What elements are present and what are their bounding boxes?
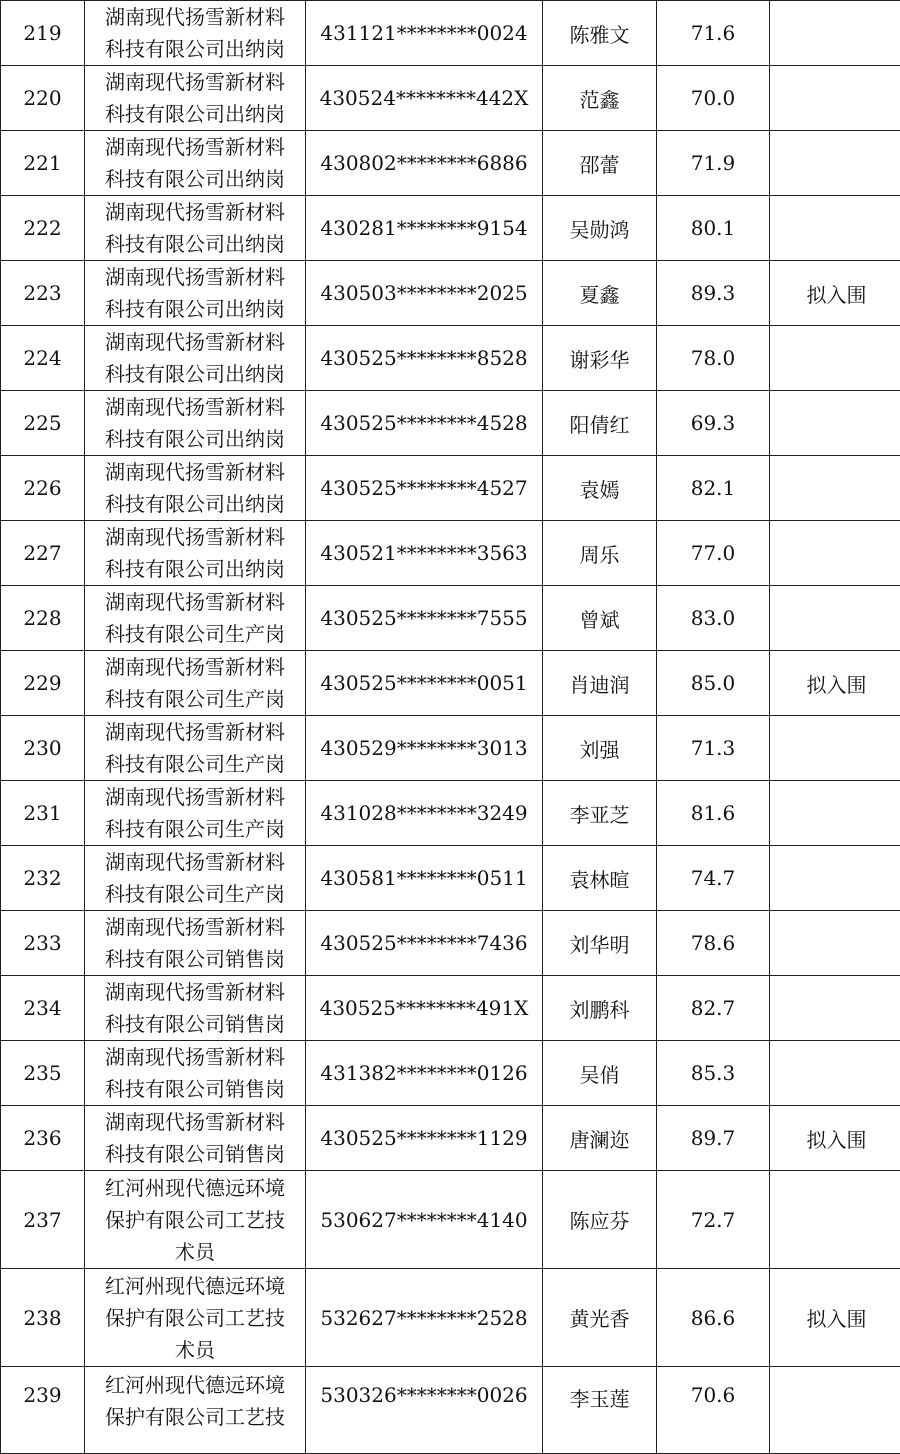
- table-row: [1, 391, 900, 456]
- remark-cell: [770, 326, 900, 391]
- score-cell: 83.0: [657, 586, 770, 651]
- name-cell: 刘鹏科: [543, 976, 657, 1041]
- remark-cell: 拟入围: [770, 1269, 900, 1367]
- id-number-cell: 430529********3013: [306, 716, 543, 781]
- score-cell: 89.7: [657, 1106, 770, 1171]
- row-number-cell: 235: [1, 1041, 85, 1106]
- remark-cell: 拟入围: [770, 1106, 900, 1171]
- remark-cell: [770, 1171, 900, 1269]
- position-line: 科技有限公司出纳岗: [85, 423, 305, 455]
- position-line: 湖南现代扬雪新材料: [85, 846, 305, 878]
- remark-cell: [770, 846, 900, 911]
- position-line: 科技有限公司出纳岗: [85, 98, 305, 130]
- position-cell: [85, 846, 306, 911]
- position-line: 术员: [85, 1334, 305, 1366]
- table-row: [1, 976, 900, 1041]
- position-cell: [85, 456, 306, 521]
- position-line: 科技有限公司生产岗: [85, 748, 305, 780]
- id-number-cell: 430525********7436: [306, 911, 543, 976]
- name-cell: 陈雅文: [543, 1, 657, 66]
- row-number-cell: 221: [1, 131, 85, 196]
- id-number-cell: 430525********4527: [306, 456, 543, 521]
- score-cell: 77.0: [657, 521, 770, 586]
- score-cell: 71.9: [657, 131, 770, 196]
- position-line: 保护有限公司工艺技: [85, 1302, 305, 1334]
- id-number-cell: 430281********9154: [306, 196, 543, 261]
- name-cell: 刘强: [543, 716, 657, 781]
- name-cell: 谢彩华: [543, 326, 657, 391]
- id-number-cell: 530326********0026: [306, 1367, 543, 1454]
- position-line: 湖南现代扬雪新材料: [85, 1106, 305, 1138]
- remark-cell: [770, 911, 900, 976]
- table-row: [1, 1269, 900, 1367]
- table-row: [1, 1106, 900, 1171]
- position-line: 湖南现代扬雪新材料: [85, 131, 305, 163]
- score-cell: 71.3: [657, 716, 770, 781]
- id-number-cell: 430503********2025: [306, 261, 543, 326]
- score-cell: 74.7: [657, 846, 770, 911]
- score-cell: 81.6: [657, 781, 770, 846]
- name-cell: 袁嫣: [543, 456, 657, 521]
- position-line: 湖南现代扬雪新材料: [85, 976, 305, 1008]
- row-number-cell: 233: [1, 911, 85, 976]
- row-number-cell: 238: [1, 1269, 85, 1367]
- table-row: [1, 326, 900, 391]
- position-line: 湖南现代扬雪新材料: [85, 521, 305, 553]
- name-cell: 周乐: [543, 521, 657, 586]
- position-line: 科技有限公司出纳岗: [85, 488, 305, 520]
- table-row: [1, 66, 900, 131]
- position-cell: [85, 1367, 306, 1454]
- position-line: 科技有限公司生产岗: [85, 813, 305, 845]
- position-cell: [85, 911, 306, 976]
- position-cell: [85, 196, 306, 261]
- remark-cell: [770, 1, 900, 66]
- remark-cell: 拟入围: [770, 261, 900, 326]
- remark-cell: [770, 131, 900, 196]
- position-line: 红河州现代德远环境: [85, 1172, 305, 1204]
- row-number-cell: 239: [1, 1367, 85, 1454]
- remark-cell: [770, 586, 900, 651]
- row-number-cell: 232: [1, 846, 85, 911]
- position-line: 湖南现代扬雪新材料: [85, 66, 305, 98]
- position-line: 湖南现代扬雪新材料: [85, 586, 305, 618]
- score-cell: 86.6: [657, 1269, 770, 1367]
- score-cell: 71.6: [657, 1, 770, 66]
- position-cell: [85, 1171, 306, 1269]
- position-cell: [85, 781, 306, 846]
- score-cell: 85.3: [657, 1041, 770, 1106]
- position-line: 湖南现代扬雪新材料: [85, 456, 305, 488]
- position-line: 湖南现代扬雪新材料: [85, 1041, 305, 1073]
- id-number-cell: 430802********6886: [306, 131, 543, 196]
- table-row: [1, 846, 900, 911]
- name-cell: 曾斌: [543, 586, 657, 651]
- name-cell: 陈应芬: [543, 1171, 657, 1269]
- row-number-cell: 229: [1, 651, 85, 716]
- position-line: 科技有限公司出纳岗: [85, 33, 305, 65]
- score-cell: 69.3: [657, 391, 770, 456]
- score-cell: 85.0: [657, 651, 770, 716]
- id-number-cell: 430525********4528: [306, 391, 543, 456]
- id-number-cell: 430525********1129: [306, 1106, 543, 1171]
- score-cell: 72.7: [657, 1171, 770, 1269]
- position-cell: [85, 586, 306, 651]
- table-row: [1, 781, 900, 846]
- row-number-cell: 224: [1, 326, 85, 391]
- table-row: [1, 131, 900, 196]
- position-line: 科技有限公司出纳岗: [85, 228, 305, 260]
- position-line: 红河州现代德远环境: [85, 1270, 305, 1302]
- position-cell: [85, 976, 306, 1041]
- remark-cell: [770, 521, 900, 586]
- table-row: [1, 1041, 900, 1106]
- remark-cell: [770, 196, 900, 261]
- name-cell: 吴勋鸿: [543, 196, 657, 261]
- row-number-cell: 227: [1, 521, 85, 586]
- position-line: 湖南现代扬雪新材料: [85, 391, 305, 423]
- position-cell: [85, 1269, 306, 1367]
- position-cell: [85, 66, 306, 131]
- table-row: [1, 651, 900, 716]
- position-cell: [85, 261, 306, 326]
- name-cell: 黄光香: [543, 1269, 657, 1367]
- name-cell: 邵蕾: [543, 131, 657, 196]
- id-number-cell: 431121********0024: [306, 1, 543, 66]
- name-cell: 唐澜迩: [543, 1106, 657, 1171]
- table-row: [1, 261, 900, 326]
- remark-cell: [770, 1041, 900, 1106]
- table-row: [1, 586, 900, 651]
- row-number-cell: 220: [1, 66, 85, 131]
- row-number-cell: 231: [1, 781, 85, 846]
- table-row: [1, 1, 900, 66]
- position-cell: [85, 131, 306, 196]
- position-cell: [85, 326, 306, 391]
- score-cell: 78.6: [657, 911, 770, 976]
- table-row: [1, 1171, 900, 1269]
- remark-cell: [770, 976, 900, 1041]
- score-cell: 82.1: [657, 456, 770, 521]
- table-row: [1, 911, 900, 976]
- position-cell: [85, 1041, 306, 1106]
- position-line: 湖南现代扬雪新材料: [85, 261, 305, 293]
- id-number-cell: 530627********4140: [306, 1171, 543, 1269]
- table-row: [1, 1367, 900, 1454]
- position-line: 术员: [85, 1236, 305, 1268]
- remark-cell: 拟入围: [770, 651, 900, 716]
- position-cell: [85, 1106, 306, 1171]
- name-cell: 李玉莲: [543, 1367, 657, 1454]
- score-cell: 80.1: [657, 196, 770, 261]
- remark-cell: [770, 66, 900, 131]
- name-cell: 夏鑫: [543, 261, 657, 326]
- position-line: 湖南现代扬雪新材料: [85, 196, 305, 228]
- remark-cell: [770, 716, 900, 781]
- row-number-cell: 228: [1, 586, 85, 651]
- row-number-cell: 226: [1, 456, 85, 521]
- position-cell: [85, 1, 306, 66]
- remark-cell: [770, 391, 900, 456]
- remark-cell: [770, 1367, 900, 1454]
- row-number-cell: 219: [1, 1, 85, 66]
- row-number-cell: 237: [1, 1171, 85, 1269]
- row-number-cell: 223: [1, 261, 85, 326]
- remark-cell: [770, 456, 900, 521]
- position-line: 科技有限公司出纳岗: [85, 293, 305, 325]
- position-line: 科技有限公司生产岗: [85, 618, 305, 650]
- position-line: 湖南现代扬雪新材料: [85, 326, 305, 358]
- position-line: 保护有限公司工艺技: [85, 1204, 305, 1236]
- position-line: 科技有限公司销售岗: [85, 1008, 305, 1040]
- row-number-cell: 236: [1, 1106, 85, 1171]
- row-number-cell: 225: [1, 391, 85, 456]
- position-line: 红河州现代德远环境: [85, 1369, 305, 1401]
- id-number-cell: 431382********0126: [306, 1041, 543, 1106]
- row-number-cell: 234: [1, 976, 85, 1041]
- id-number-cell: 430525********0051: [306, 651, 543, 716]
- score-cell: 78.0: [657, 326, 770, 391]
- row-number-cell: 230: [1, 716, 85, 781]
- name-cell: 吴俏: [543, 1041, 657, 1106]
- id-number-cell: 430524********442X: [306, 66, 543, 131]
- position-line: 科技有限公司销售岗: [85, 943, 305, 975]
- name-cell: 肖迪润: [543, 651, 657, 716]
- position-line: 科技有限公司销售岗: [85, 1073, 305, 1105]
- position-line: 湖南现代扬雪新材料: [85, 716, 305, 748]
- id-number-cell: 430525********8528: [306, 326, 543, 391]
- name-cell: 李亚芝: [543, 781, 657, 846]
- remark-cell: [770, 781, 900, 846]
- position-line: 湖南现代扬雪新材料: [85, 911, 305, 943]
- id-number-cell: 430525********7555: [306, 586, 543, 651]
- position-line: 科技有限公司生产岗: [85, 683, 305, 715]
- name-cell: 范鑫: [543, 66, 657, 131]
- name-cell: 阳倩红: [543, 391, 657, 456]
- id-number-cell: 430581********0511: [306, 846, 543, 911]
- position-line: 湖南现代扬雪新材料: [85, 1, 305, 33]
- table-row: [1, 456, 900, 521]
- position-cell: [85, 521, 306, 586]
- score-cell: 70.6: [657, 1367, 770, 1454]
- id-number-cell: 430525********491X: [306, 976, 543, 1041]
- score-cell: 82.7: [657, 976, 770, 1041]
- position-line: 科技有限公司出纳岗: [85, 358, 305, 390]
- position-cell: [85, 391, 306, 456]
- row-number-cell: 222: [1, 196, 85, 261]
- position-line: 科技有限公司销售岗: [85, 1138, 305, 1170]
- name-cell: 袁林暄: [543, 846, 657, 911]
- position-line: 保护有限公司工艺技: [85, 1401, 305, 1433]
- position-cell: [85, 651, 306, 716]
- id-number-cell: 430521********3563: [306, 521, 543, 586]
- name-cell: 刘华明: [543, 911, 657, 976]
- position-line: 科技有限公司生产岗: [85, 878, 305, 910]
- position-line: 科技有限公司出纳岗: [85, 553, 305, 585]
- position-line: 科技有限公司出纳岗: [85, 163, 305, 195]
- id-number-cell: 532627********2528: [306, 1269, 543, 1367]
- score-cell: 70.0: [657, 66, 770, 131]
- score-cell: 89.3: [657, 261, 770, 326]
- results-table-body: [1, 1, 900, 1454]
- table-row: [1, 716, 900, 781]
- position-cell: [85, 716, 306, 781]
- id-number-cell: 431028********3249: [306, 781, 543, 846]
- table-row: [1, 196, 900, 261]
- position-line: 湖南现代扬雪新材料: [85, 651, 305, 683]
- table-row: [1, 521, 900, 586]
- position-line: 湖南现代扬雪新材料: [85, 781, 305, 813]
